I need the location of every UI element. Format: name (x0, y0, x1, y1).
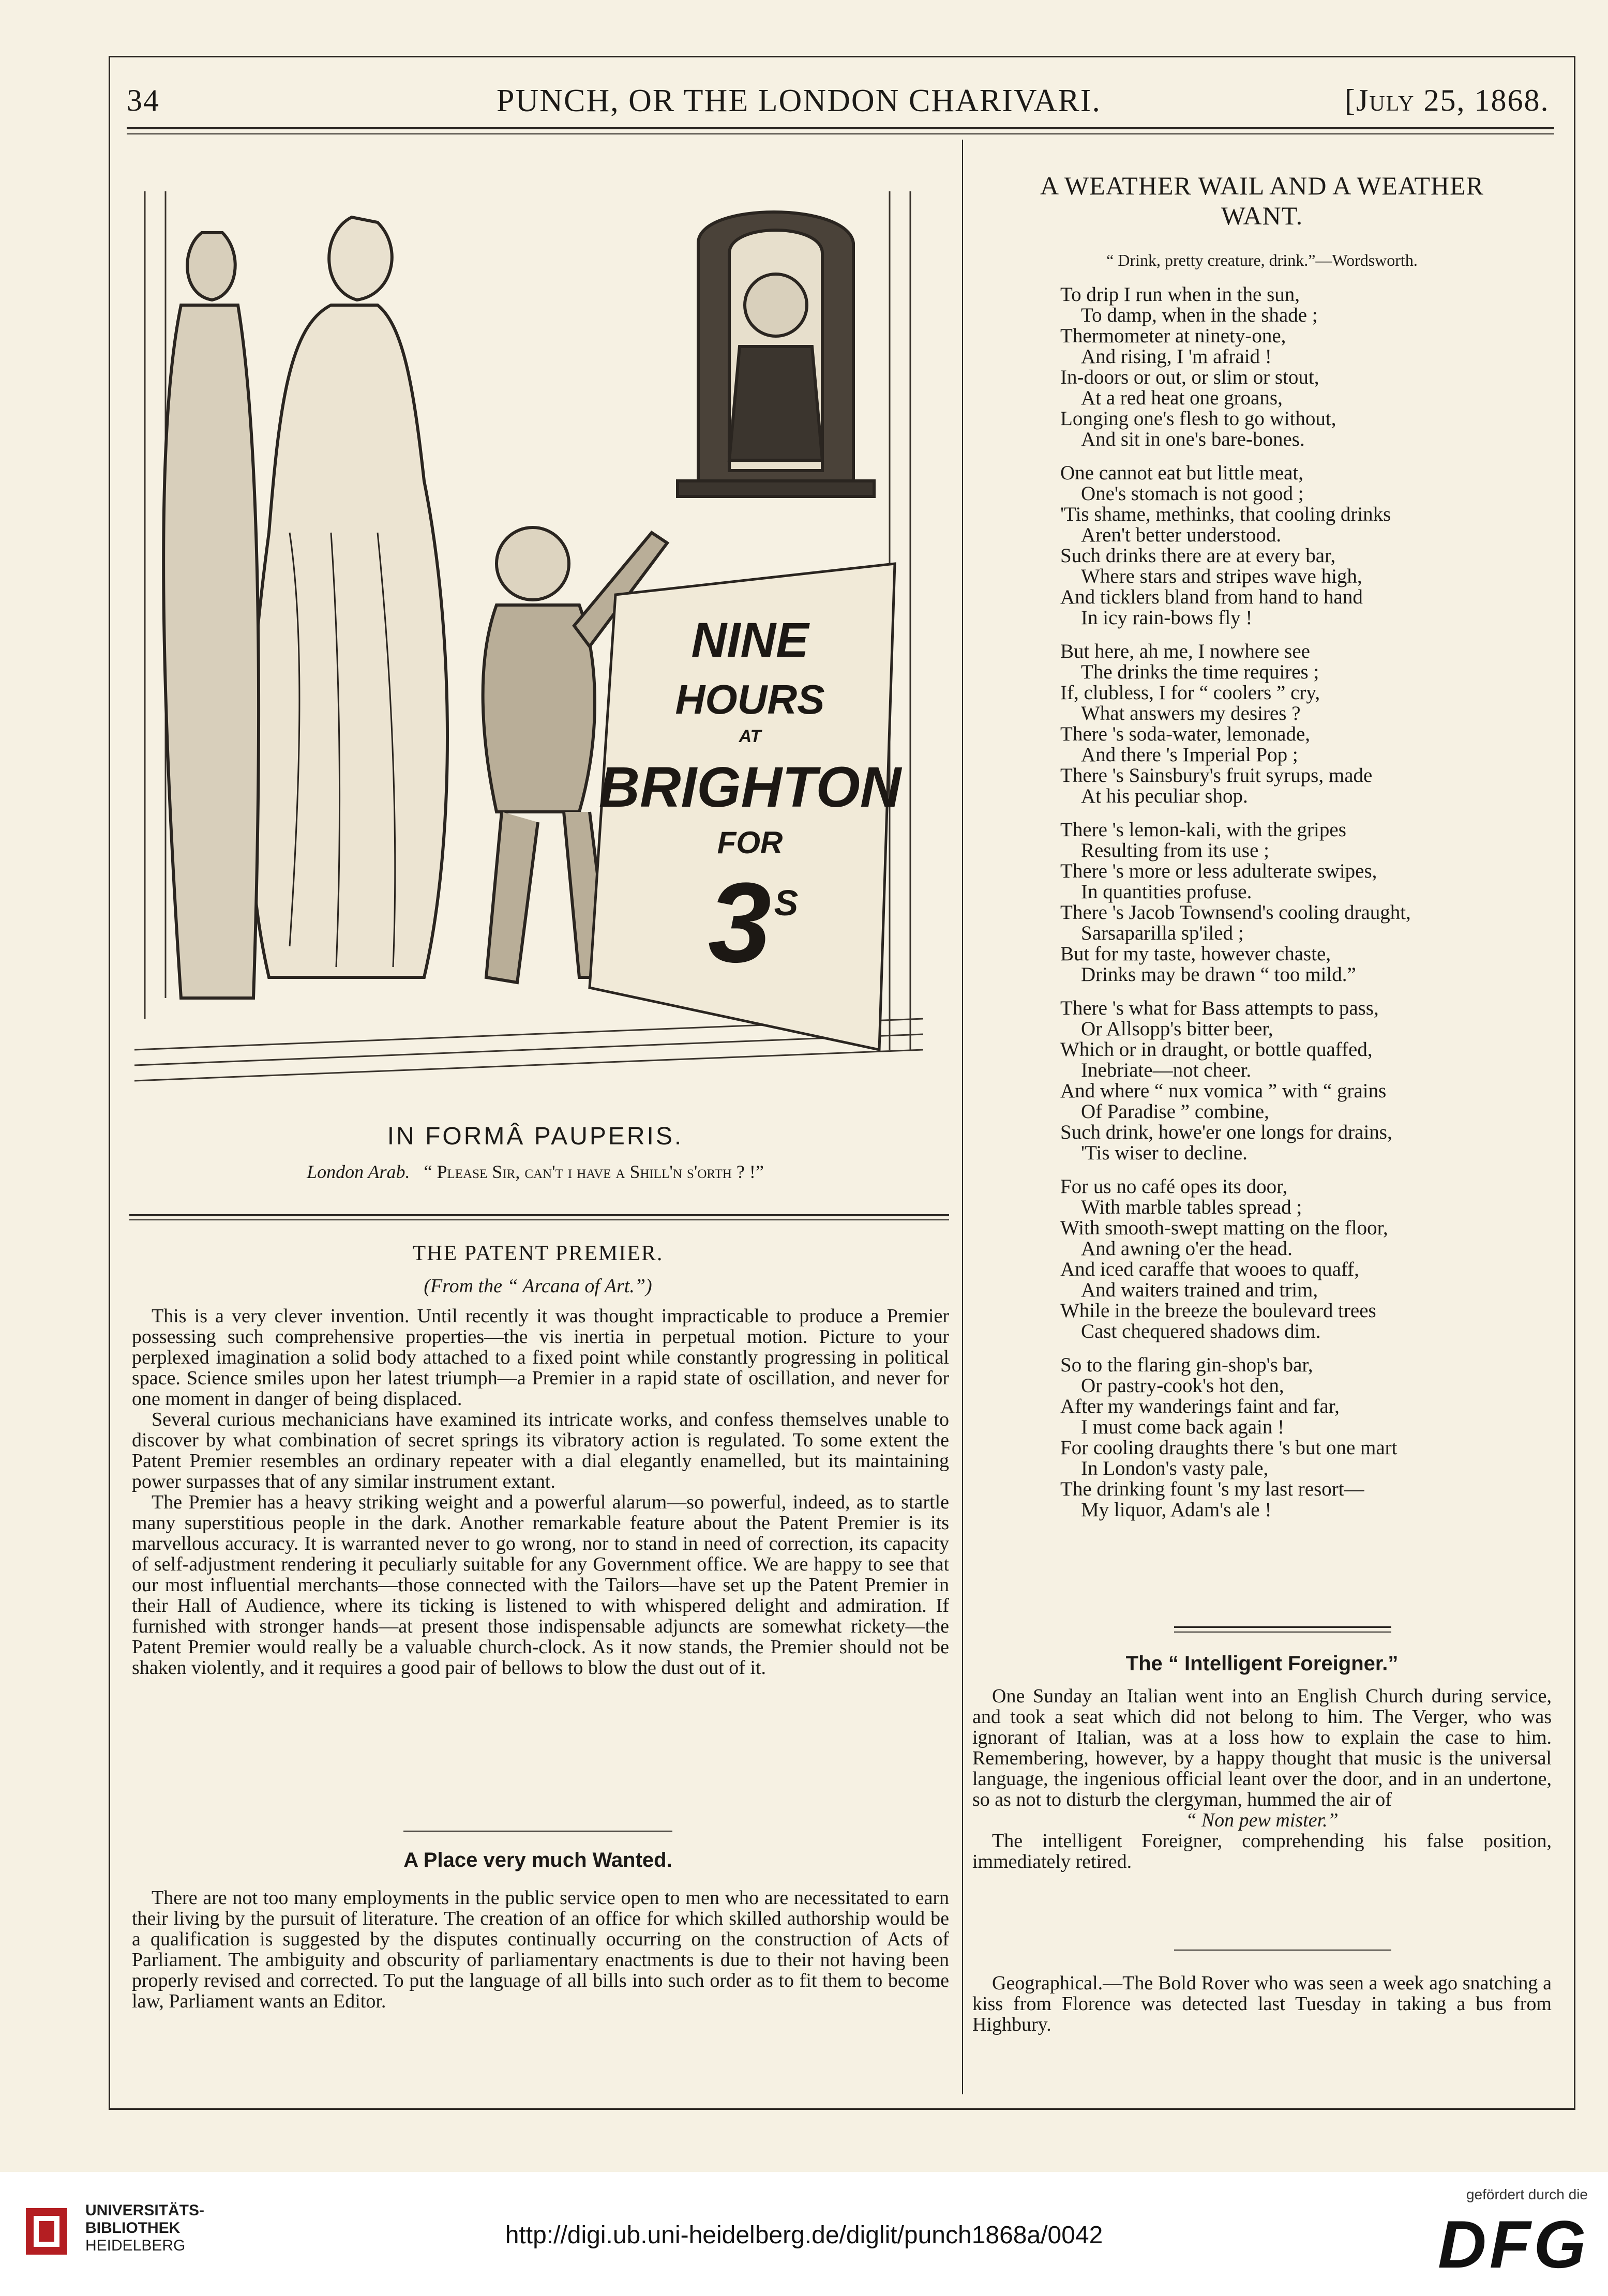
poem-line: My liquor, Adam's ale ! (1081, 1499, 1272, 1521)
poem-line: And awning o'er the head. (1081, 1237, 1293, 1260)
place-wanted-body (132, 1887, 949, 2012)
section-rule (129, 1214, 949, 1216)
poem-line: 'Tis wiser to decline. (1081, 1142, 1248, 1164)
cartoon-illustration (134, 171, 923, 1096)
header-rule-thin (127, 133, 1554, 134)
library-name-line: BIBLIOTHEK (85, 2219, 181, 2237)
poem-line: With marble tables spread ; (1081, 1196, 1302, 1218)
cartoon-caption-line (127, 1161, 944, 1183)
cartoon-caption-speaker: London Arab. (307, 1161, 410, 1182)
poem-stanza (1060, 820, 1546, 985)
issue-date: [July 25, 1868. (1345, 83, 1550, 117)
poem-line: While in the breeze the boulevard trees (1060, 1300, 1376, 1322)
poem-line: There 's lemon-kali, with the gripes (1060, 819, 1346, 841)
intelligent-foreigner-title: The “ Intelligent Foreigner.” (1125, 1652, 1399, 1675)
weather-wail-title-line: WANT. (1221, 201, 1303, 230)
poem-line: There 's Sainsbury's fruit syrups, made (1060, 764, 1373, 787)
patent-premier-body (132, 1306, 949, 1678)
poem-line: In London's vasty pale, (1081, 1457, 1269, 1479)
poem-line: Such drinks there are at every bar, (1060, 545, 1336, 567)
poem-line: To drip I run when in the sun, (1060, 283, 1300, 306)
short-rule (403, 1831, 672, 1832)
weather-wail-title-line: A WEATHER WAIL AND A WEATHER (1040, 171, 1484, 200)
sign-text-brighton: BRIGHTON (598, 756, 901, 819)
poem-line: Longing one's flesh to go without, (1060, 407, 1336, 430)
column-divider (962, 140, 963, 2094)
cartoon-caption-quote: “ Please Sir, can't i have a Shill'n s'orth ? !” (424, 1161, 764, 1182)
weather-wail-title (972, 171, 1552, 231)
poem-line: Thermometer at ninety-one, (1060, 325, 1286, 347)
poem-line: And there 's Imperial Pop ; (1081, 744, 1298, 766)
companion-figure (163, 233, 259, 998)
poem-line: For us no café opes its door, (1060, 1175, 1288, 1198)
poem-line: And iced caraffe that wooes to quaff, (1060, 1258, 1359, 1280)
poem-line: And sit in one's bare-bones. (1081, 428, 1305, 450)
patent-premier-paragraph: This is a very clever invention. Until recently it was thought impracticable to produce a Premier possessing such comprehensive properties—the vis inertia in perpetual motion. Picture to your perplexed imagination a solid body attached to a fixed point while constantly progressing in political space. Science smiles upon her latest triumph—a Premier in a rapid state of oscillation, and never for one moment in danger of being displaced. (132, 1305, 949, 1410)
poem-line: To damp, when in the shade ; (1081, 304, 1318, 326)
dfg-logo: DFG (1438, 2207, 1589, 2282)
poem-line: Drinks may be drawn “ too mild.” (1081, 963, 1356, 986)
poem-line: In icy rain-bows fly ! (1081, 607, 1253, 629)
window-and-clerk (678, 212, 874, 496)
poem-line: Which or in draught, or bottle quaffed, (1060, 1038, 1373, 1061)
poem-line: Or Allsopp's bitter beer, (1081, 1018, 1273, 1040)
geographical-body (972, 1973, 1552, 2035)
cartoon-caption-title: IN FORMÂ PAUPERIS. (387, 1123, 684, 1150)
poem-line: At a red heat one groans, (1081, 387, 1283, 409)
poem-stanza (1060, 1355, 1546, 1520)
sign-text-shillings: S (774, 883, 799, 923)
sign-text-for: FOR (717, 825, 783, 860)
poem-line: At his peculiar shop. (1081, 785, 1248, 807)
weather-wail-poem (1060, 284, 1546, 1533)
poem-line: Inebriate—not cheer. (1081, 1059, 1252, 1081)
poem-stanza (1060, 998, 1546, 1164)
patent-premier-title: THE PATENT PREMIER. (412, 1242, 664, 1265)
poem-line: I must come back again ! (1081, 1416, 1285, 1438)
patent-premier-subtitle: (From the “ Arcana of Art.”) (424, 1275, 652, 1297)
sign-text-hours: HOURS (675, 676, 825, 722)
poem-line: One's stomach is not good ; (1081, 482, 1304, 505)
poem-line: If, clubless, I for “ coolers ” cry, (1060, 682, 1320, 704)
sponsor-text: gefördert durch die (1466, 2186, 1588, 2202)
poem-line: Of Paradise ” combine, (1081, 1100, 1269, 1123)
poem-line: There 's what for Bass attempts to pass, (1060, 997, 1379, 1019)
weather-wail-epigraph: “ Drink, pretty creature, drink.”—Wordsworth. (1106, 251, 1418, 269)
poem-line: Or pastry-cook's hot den, (1081, 1374, 1284, 1397)
poem-line: And waiters trained and trim, (1081, 1279, 1318, 1301)
poem-line: And rising, I 'm afraid ! (1081, 345, 1272, 368)
poem-line: Such drink, howe'er one longs for drains, (1060, 1121, 1392, 1143)
poem-line: What answers my desires ? (1081, 702, 1301, 724)
poem-line: After my wanderings faint and far, (1060, 1395, 1340, 1417)
poem-line: There 's Jacob Townsend's cooling draught, (1060, 901, 1411, 924)
sign-text-at: AT (739, 727, 761, 746)
poem-stanza (1060, 463, 1546, 628)
poem-line: Aren't better understood. (1081, 524, 1282, 546)
patent-premier-paragraph: The Premier has a heavy striking weight and a powerful alarum—so powerful, indeed, as to startle many superstitious people in the dark. Another remarkable feature about the Patent Premier is its marvellous accuracy. It is warranted never to go wrong, nor to stand in need of correction, its capacity of self-adjustment rendering it peculiarly suitable for any Government office. We are happy to see that our most influential merchants—those connected with the Tailors—have set up the Patent Premier in their Hall of Audience, where its ticking is listened to with whispered delight and admiration. If furnished with stronger hands—at present those indispensable adjuncts are somewhat rickety—the Patent Premier would really be a valuable church-clock. As it now stands, the Premier should not be shaken violently, and it requires a good pair of bellows to blow the dust out of it. (132, 1491, 949, 1679)
poem-line: One cannot eat but little meat, (1060, 462, 1303, 484)
header-rule (127, 127, 1554, 129)
poem-line: With smooth-swept matting on the floor, (1060, 1217, 1388, 1239)
poem-line: 'Tis shame, methinks, that cooling drinks (1060, 503, 1391, 525)
poem-stanza (1060, 1176, 1546, 1342)
poem-line: For cooling draughts there 's but one mart (1060, 1437, 1397, 1459)
poem-line: And where “ nux vomica ” with “ grains (1060, 1080, 1387, 1102)
poem-line: And ticklers bland from hand to hand (1060, 586, 1363, 608)
source-url[interactable]: http://digi.ub.uni-heidelberg.de/diglit/punch1868a/0042 (505, 2222, 1103, 2249)
digitization-footer (0, 2172, 1608, 2296)
geographical-paragraph: Geographical.—The Bold Rover who was seen a week ago snatching a kiss from Florence was detected last Tuesday in taking a bus from Highbury. (972, 1972, 1552, 2035)
page-title: PUNCH, OR THE LONDON CHARIVARI. (497, 83, 1101, 118)
poem-line: The drinking fount 's my last resort— (1060, 1478, 1364, 1500)
short-rule-thin (1174, 1632, 1391, 1633)
short-rule (1174, 1626, 1391, 1628)
intelligent-foreigner-paragraph: One Sunday an Italian went into an English Church during service, and took a seat which did not belong to him. The Verger, who was ignorant of Italian, was at a loss how to explain the case to him. Remembering, however, by a happy thought that music is the universal language, the ingenious official leant over the door, and in an undertone, so as not to disturb the clergyman, hummed the air of (972, 1685, 1552, 1810)
poem-line: In-doors or out, or slim or stout, (1060, 366, 1319, 388)
poem-line: There 's more or less adulterate swipes, (1060, 860, 1377, 882)
poem-stanza (1060, 284, 1546, 450)
poem-line: Where stars and stripes wave high, (1081, 565, 1362, 587)
intelligent-foreigner-quote: “ Non pew mister.” (1185, 1809, 1339, 1831)
place-wanted-paragraph: There are not too many employments in the public service open to men who are necessitated to earn their living by the pursuit of literature. The creation of an office for which skilled authorship would be a qualification is suggested by the disputes continually occurring on the construction of Acts of Parliament. The ambiguity and obscurity of parliamentary enactments is due to their not having been properly revised and corrected. To put the language of all bills into such order as to fit them to become law, Parliament wants an Editor. (132, 1887, 949, 2012)
poem-line: In quantities profuse. (1081, 881, 1252, 903)
library-name-line: HEIDELBERG (85, 2237, 186, 2254)
poem-stanza (1060, 641, 1546, 807)
poem-line: But here, ah me, I nowhere see (1060, 640, 1310, 662)
page-number: 34 (127, 83, 160, 117)
sign-text-price: 3 (708, 859, 772, 986)
poem-line: Sarsaparilla sp'iled ; (1081, 922, 1244, 944)
poem-line: So to the flaring gin-shop's bar, (1060, 1354, 1313, 1376)
poem-line: There 's soda-water, lemonade, (1060, 723, 1311, 745)
place-wanted-title: A Place very much Wanted. (403, 1849, 672, 1871)
intelligent-foreigner-body (972, 1686, 1552, 1872)
sign-text-nine: NINE (691, 613, 809, 668)
poem-line: But for my taste, however chaste, (1060, 943, 1331, 965)
poem-line: Resulting from its use ; (1081, 839, 1269, 862)
intelligent-foreigner-paragraph: The intelligent Foreigner, comprehending his false position, immediately retired. (972, 1830, 1552, 1872)
poem-line: Cast chequered shadows dim. (1081, 1320, 1321, 1342)
section-rule-thin (129, 1219, 949, 1220)
patent-premier-paragraph: Several curious mechanicians have examined its intricate works, and confess themselves unable to discover by what combination of secret springs its vibratory action is regulated. To some extent the Patent Premier resembles an ordinary repeater with a dial elegantly enamelled, but its maintaining power surpasses that of any similar instrument extant. (132, 1409, 949, 1492)
poem-line: The drinks the time requires ; (1081, 661, 1319, 683)
woman-figure (249, 217, 447, 977)
library-name-line: UNIVERSITÄTS- (85, 2202, 205, 2219)
short-rule (1174, 1950, 1391, 1951)
